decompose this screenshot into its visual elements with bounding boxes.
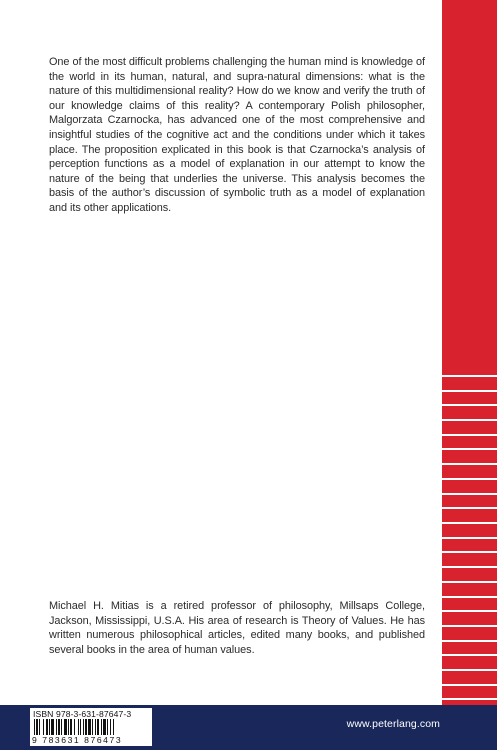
band-stripe (442, 419, 497, 421)
band-stripe (442, 375, 497, 377)
band-stripe (442, 390, 497, 392)
barcode-bar (68, 719, 69, 735)
barcode-bar (34, 719, 35, 735)
barcode-bar (70, 719, 72, 735)
barcode-bar (78, 719, 79, 735)
band-stripe (442, 669, 497, 671)
barcode-bar (58, 719, 60, 735)
band-stripe (442, 640, 497, 642)
barcode-bar (92, 719, 93, 735)
barcode-bar (49, 719, 50, 735)
barcode-bar (51, 719, 54, 735)
band-stripe (442, 596, 497, 598)
barcode-bar (46, 719, 48, 735)
barcode-bar (95, 719, 96, 735)
band-stripe (442, 478, 497, 480)
barcode-bar (64, 719, 67, 735)
publisher-website-link[interactable]: www.peterlang.com (346, 718, 440, 730)
barcode-bar (43, 719, 44, 735)
barcode-bar (103, 719, 106, 735)
barcode-bar (39, 719, 40, 735)
barcode-digits: 9 783631 876473 (32, 735, 123, 745)
band-stripe (442, 625, 497, 627)
barcode-bar (101, 719, 102, 735)
band-stripe (442, 507, 497, 509)
barcode-bar (61, 719, 62, 735)
barcode-bar (97, 719, 99, 735)
band-stripe (442, 610, 497, 612)
band-stripe (442, 654, 497, 656)
band-stripe (442, 581, 497, 583)
band-stripe (442, 404, 497, 406)
band-stripe (442, 463, 497, 465)
barcode-bar (88, 719, 91, 735)
isbn-label: ISBN 978-3-631-87647-3 (33, 709, 132, 719)
barcode-bar (110, 719, 111, 735)
barcode-bar (83, 719, 84, 735)
book-description: One of the most difficult problems challenging the human mind is knowledge of the world in its human, natural, and supra-natural dimensions: what is the nature of this multidimensional reality? How do we know and verify the truth of our knowledge claims of this reality? A contemporary Polish philosopher, Malgorzata Czarnocka, has advanced one of the most comprehensive and insightful studies of the cognitive act and the conditions under which it takes place. The proposition explicated in this book is that Czarnocka’s analysis of perception functions as a model of explanation in our attempt to know the nature of the being that underlies the universe. This analysis becomes the basis of the author’s discussion of symbolic truth as a model of explanation and its other applications. (49, 56, 425, 214)
band-stripe (442, 566, 497, 568)
red-band-stripes (442, 0, 497, 705)
isbn-barcode (30, 708, 152, 746)
author-biography: Michael H. Mitias is a retired professor of philosophy, Millsaps College, Jackson, Mississippi, U.S.A. His area of research is Theory of Values. He has written numerous philosophical articles, edited many books, and published several books in the area of human values. (49, 600, 425, 656)
band-stripe (442, 698, 497, 700)
band-stripe (442, 522, 497, 524)
band-stripe (442, 551, 497, 553)
band-stripe (442, 537, 497, 539)
barcode-bar (113, 719, 114, 735)
barcode-bar (107, 719, 108, 735)
barcode-graphic (33, 719, 149, 735)
barcode-bar (36, 719, 38, 735)
band-stripe (442, 448, 497, 450)
barcode-bar (74, 719, 75, 735)
barcode-bar (80, 719, 81, 735)
band-stripe (442, 684, 497, 686)
barcode-bar (56, 719, 57, 735)
band-stripe (442, 493, 497, 495)
barcode-bar (85, 719, 87, 735)
band-stripe (442, 434, 497, 436)
